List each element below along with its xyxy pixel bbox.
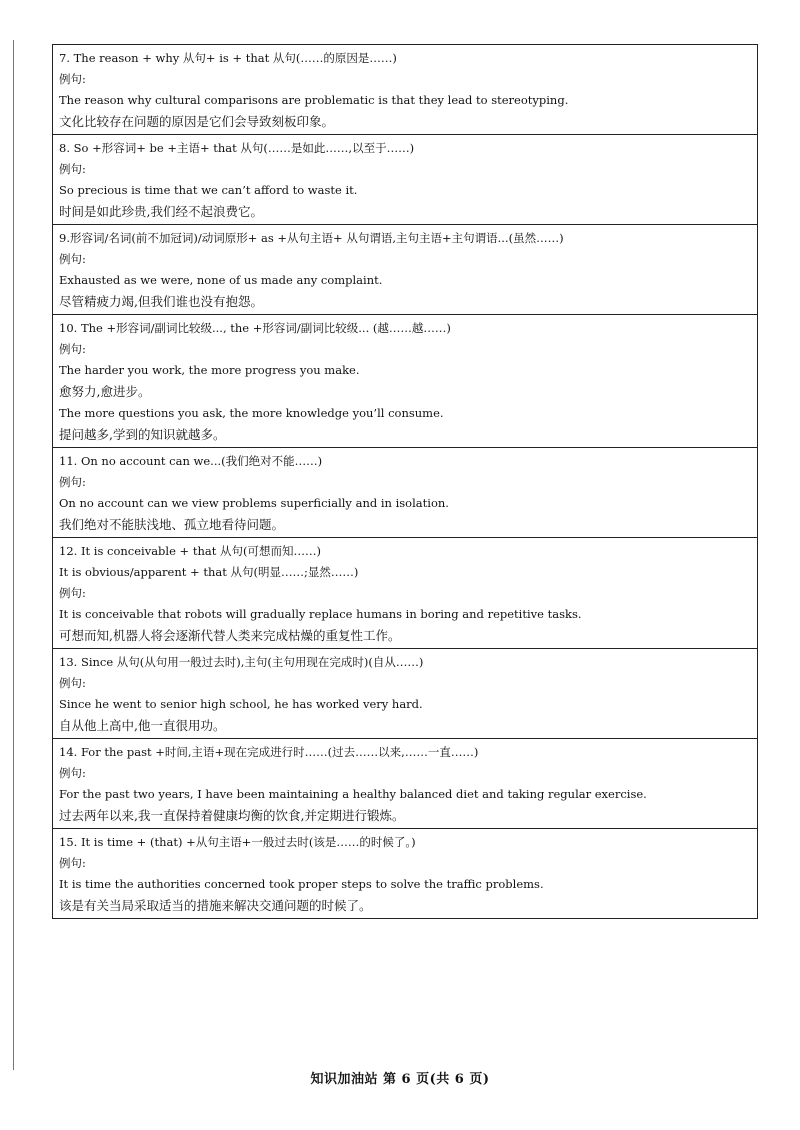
example-en: For the past two years, I have been maintaining a healthy balanced diet and taking regular exercise. (59, 787, 647, 801)
pattern-title: 8. So +形容词+ be +主语+ that 从句(……是如此……,以至于……) (59, 141, 415, 155)
example-zh: 该是有关当局采取适当的措施来解决交通问题的时候了。 (59, 898, 372, 913)
pattern-item-8 (53, 135, 757, 225)
example-zh: 愈努力,愈进步。 (59, 384, 151, 399)
example-label: 例句: (59, 676, 86, 690)
example-label: 例句: (59, 72, 86, 86)
example-label: 例句: (59, 856, 86, 870)
pattern-item-13 (53, 649, 757, 739)
example-zh: 可想而知,机器人将会逐渐代替人类来完成枯燥的重复性工作。 (59, 628, 401, 643)
example-label: 例句: (59, 766, 86, 780)
example-en: On no account can we view problems superficially and in isolation. (59, 496, 449, 510)
sentence-pattern-table (52, 44, 758, 919)
pattern-item-7 (53, 45, 757, 135)
pattern-item-9 (53, 225, 757, 315)
example-en: Since he went to senior high school, he has worked very hard. (59, 697, 423, 711)
pattern-item-10 (53, 315, 757, 448)
example-en: It is conceivable that robots will gradually replace humans in boring and repetitive tasks. (59, 607, 582, 621)
example-zh: 文化比较存在问题的原因是它们会导致刻板印象。 (59, 114, 335, 129)
pattern-title: 13. Since 从句(从句用一般过去时),主句(主句用现在完成时)(自从……) (59, 655, 424, 669)
example-en: So precious is time that we can’t afford to waste it. (59, 183, 358, 197)
example-zh: 尽管精疲力竭,但我们谁也没有抱怨。 (59, 294, 263, 309)
example-label: 例句: (59, 252, 86, 266)
example-zh: 时间是如此珍贵,我们经不起浪费它。 (59, 204, 263, 219)
pattern-title: 7. The reason + why 从句+ is + that 从句(……的原因是……) (59, 51, 397, 65)
pattern-title: 11. On no account can we...(我们绝对不能……) (59, 454, 323, 468)
example-en: Exhausted as we were, none of us made any complaint. (59, 273, 383, 287)
example-label: 例句: (59, 342, 86, 356)
example-en: The reason why cultural comparisons are problematic is that they lead to stereotyping. (59, 93, 569, 107)
example-label: 例句: (59, 162, 86, 176)
pattern-item-15 (53, 829, 757, 919)
example-label: 例句: (59, 475, 86, 489)
pattern-title: 9.形容词/名词(前不加冠词)/动词原形+ as +从句主语+ 从句谓语,主句主语+主句谓语...(虽然……) (59, 231, 564, 245)
pattern-title: 15. It is time + (that) +从句主语+一般过去时(该是……的时候了。) (59, 835, 416, 849)
example-zh: 过去两年以来,我一直保持着健康均衡的饮食,并定期进行锻炼。 (59, 808, 405, 823)
pattern-item-12 (53, 538, 757, 649)
pattern-item-11 (53, 448, 757, 538)
pattern-item-14 (53, 739, 757, 829)
pattern-title: 12. It is conceivable + that 从句(可想而知……) (59, 544, 321, 558)
example-zh: 提问越多,学到的知识就越多。 (59, 427, 226, 442)
pattern-title: 14. For the past +时间,主语+现在完成进行时……(过去……以来,……一直……) (59, 745, 479, 759)
pattern-title: 10. The +形容词/副词比较级..., the +形容词/副词比较级... (越……越……) (59, 321, 451, 335)
example-zh: 我们绝对不能肤浅地、孤立地看待问题。 (59, 517, 285, 532)
left-margin-line (13, 40, 14, 1070)
example-en: It is time the authorities concerned took proper steps to solve the traffic problems. (59, 877, 544, 891)
example-en: The harder you work, the more progress you make. (59, 363, 360, 377)
page-footer: 知识加油站 第 6 页(共 6 页) (310, 1072, 490, 1087)
example-en: The more questions you ask, the more knowledge you’ll consume. (59, 406, 444, 420)
pattern-title: It is obvious/apparent + that 从句(明显……;显然……) (59, 565, 359, 579)
example-label: 例句: (59, 586, 86, 600)
example-zh: 自从他上高中,他一直很用功。 (59, 718, 226, 733)
